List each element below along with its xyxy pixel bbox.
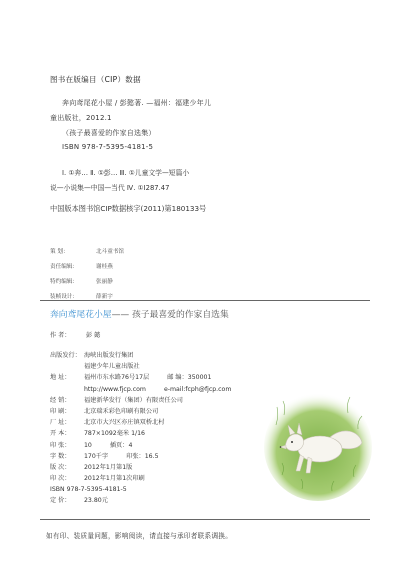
cip-line-2: 童出版社，2012.1 [50, 114, 112, 122]
pub-row [50, 372, 370, 383]
pub-value: 海峡出版发行集团 [84, 352, 134, 359]
pub-value-2: 16.5 [144, 452, 159, 460]
pub-value: 787×1092毫米 1/16 [84, 430, 145, 438]
credit-row [50, 273, 124, 288]
pub-value-2: 4 [128, 441, 133, 449]
pub-value: 2012年1月第1版 [84, 463, 133, 471]
author-line [50, 330, 100, 339]
cip-heading: 图书在版编目（CIP）数据 [50, 75, 141, 84]
book-subtitle: —— 孩子最喜爱的作家自选集 [111, 310, 229, 320]
credit-value: 张丽静 [96, 278, 113, 285]
credit-label: 责任编辑： [50, 263, 78, 270]
pub-row [50, 361, 370, 372]
pub-label: 开 本： [50, 430, 71, 438]
credit-value: 北斗童书馆 [96, 248, 124, 255]
pub-label: 出版发行： [50, 352, 81, 359]
book-title [50, 307, 229, 320]
cip-isbn: ISBN 978-7-5395-4181-5 [62, 143, 154, 151]
pub-value: 福州市东水路76号17层 [84, 374, 150, 382]
pub-value: 北京瑞禾彩色印刷有限公司 [84, 407, 159, 415]
pub-value: 北京市大兴区亦庄镇双桥北村 [84, 419, 165, 427]
pub-label: 版 次： [50, 463, 71, 471]
cip-line-3: （孩子最喜爱的作家自选集） [62, 129, 156, 137]
pub-value: 10 [84, 441, 92, 449]
cip-number: 中国版本图书馆CIP数据核字(2011)第180133号 [50, 204, 207, 213]
pub-label: 地 址： [50, 374, 71, 382]
pub-label-2: 印张： [126, 452, 145, 460]
pub-label: 印 次： [50, 475, 71, 483]
credit-label: 策 划： [50, 248, 69, 255]
author-label: 作 者： [50, 332, 71, 339]
credit-value: 薛新宇 [96, 293, 113, 300]
credit-value: 谢桂燕 [96, 263, 113, 270]
cip-classification-1: Ⅰ. ①奔… Ⅱ. ①彭… Ⅲ. ①儿童文学—短篇小 [62, 169, 190, 177]
credit-row [50, 243, 124, 258]
credit-label: 装帧设计： [50, 293, 78, 300]
website-link[interactable]: http://www.fjcp.com [84, 385, 146, 393]
author-name: 彭 懿 [85, 332, 101, 339]
pub-isbn: ISBN 978-7-5395-4181-5 [50, 486, 127, 494]
quality-notice: 如有印、装质量问题，影响阅读，请直接与承印者联系调换。 [46, 532, 233, 540]
cip-line-1: 奔向鸢尾花小屋 / 彭懿著. —福州：福建少年儿 [62, 99, 212, 107]
cip-classification-2: 说—小说集—中国—当代 Ⅳ. ①I287.47 [50, 184, 170, 192]
pub-label: 印 张： [50, 441, 71, 449]
pub-value: 2012年1月第1次印刷 [84, 475, 145, 483]
divider-rule [40, 300, 370, 301]
pub-label [50, 361, 84, 372]
book-title-main: 奔向鸢尾花小屋 [50, 310, 112, 320]
fox-illustration [262, 385, 372, 503]
pub-label: 经 销： [50, 396, 71, 404]
pub-row [50, 350, 370, 361]
pub-label: 字 数： [50, 452, 71, 460]
pub-value: 福建新华发行（集团）有限责任公司 [84, 396, 183, 404]
credit-row [50, 258, 124, 273]
email-link[interactable]: e-mail:fcph@fjcp.com [163, 385, 232, 393]
credit-label: 特约编辑： [50, 278, 78, 285]
pub-label-2: 插页： [109, 441, 129, 449]
pub-value-2: 350001 [187, 374, 212, 382]
pub-label [50, 384, 84, 395]
bottom-rule [40, 519, 370, 520]
pub-value: 福建少年儿童出版社 [84, 363, 140, 371]
credits-block [50, 243, 124, 303]
pub-price: 23.80元 [84, 497, 108, 505]
pub-label: 定 价： [50, 497, 71, 505]
pub-label: 印 刷： [50, 407, 71, 415]
pub-value: 170千字 [84, 452, 109, 460]
pub-label: 厂 址： [50, 419, 71, 427]
pub-label-2: 邮 编： [167, 374, 188, 382]
